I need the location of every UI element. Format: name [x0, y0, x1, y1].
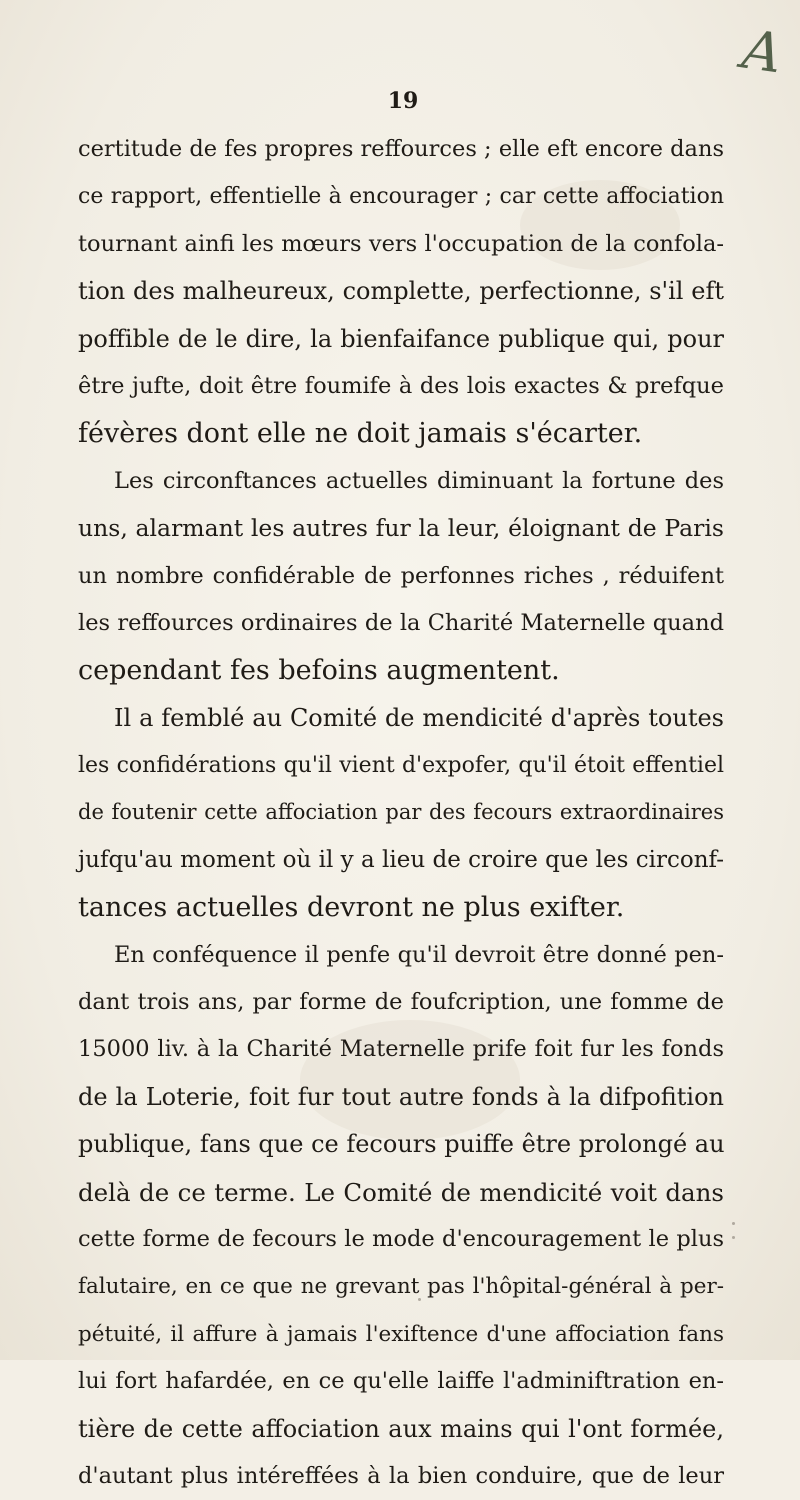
- text-line: cette forme de fecours le mode d'encouragement le plus: [78, 1225, 724, 1252]
- text-line: tances actuelles devront ne plus exifter.: [78, 892, 625, 924]
- text-line: de la Loterie, foit fur tout autre fonds à la difpofition: [78, 1082, 724, 1111]
- text-line: Il a femblé au Comité de mendicité d'après toutes: [114, 703, 724, 732]
- text-line: tière de cette affociation aux mains qui l'ont formée,: [78, 1414, 724, 1443]
- text-line: falutaire, en ce que ne grevant pas l'hôpital-général à per-: [78, 1274, 724, 1300]
- text-line: certitude de fes propres reffources ; elle eft encore dans: [78, 136, 724, 162]
- text-line: févères dont elle ne doit jamais s'écarter.: [78, 418, 643, 450]
- text-line: tournant ainfi les mœurs vers l'occupation de la confola-: [78, 230, 724, 257]
- text-line: dant trois ans, par forme de foufcription, une fomme de: [78, 989, 724, 1016]
- text-line: pétuité, il affure à jamais l'exiftence d'une affociation fans: [78, 1321, 724, 1347]
- text-line: En conféquence il penfe qu'il devroit être donné pen-: [114, 941, 724, 968]
- ink-speck: [732, 1222, 735, 1225]
- text-line: delà de ce terme. Le Comité de mendicité voit dans: [78, 1177, 724, 1207]
- ink-speck: [732, 1236, 735, 1239]
- text-line: 15000 liv. à la Charité Maternelle prife foit fur les fonds: [78, 1036, 724, 1063]
- text-line: jufqu'au moment où il y a lieu de croire que les circonf-: [78, 846, 724, 873]
- text-line: uns, alarmant les autres fur la leur, éloignant de Paris: [78, 514, 724, 543]
- text-line: un nombre confidérable de perfonnes riches , réduifent: [78, 562, 724, 589]
- text-line: ce rapport, effentielle à encourager ; car cette affociation: [78, 184, 724, 210]
- body-text: [78, 126, 724, 1500]
- corner-handwritten-mark: A: [738, 17, 786, 86]
- page-number: 19: [387, 88, 419, 114]
- text-line: d'autant plus intéreffées à la bien conduire, que de leur: [78, 1462, 724, 1489]
- text-line: les confidérations qu'il vient d'expofer, qu'il étoit effentiel: [78, 753, 724, 779]
- text-line: tion des malheureux, complette, perfectionne, s'il eft: [78, 277, 724, 306]
- text-line: poffible de le dire, la bienfaifance publique qui, pour: [78, 324, 724, 353]
- text-line: Les circonftances actuelles diminuant la fortune des: [114, 467, 724, 494]
- text-line: être jufte, doit être foumife à des lois exactes & prefque: [78, 372, 724, 399]
- text-line: publique, fans que ce fecours puiffe être prolongé au: [78, 1130, 725, 1159]
- text-line: les reffources ordinaires de la Charité Maternelle quand: [78, 609, 724, 636]
- text-line: cependant fes befoins augmentent.: [78, 655, 560, 687]
- text-line: lui fort hafardée, en ce qu'elle laiffe l'adminiftration en-: [78, 1368, 724, 1395]
- text-line: de foutenir cette affociation par des fecours extraordinaires: [78, 800, 724, 825]
